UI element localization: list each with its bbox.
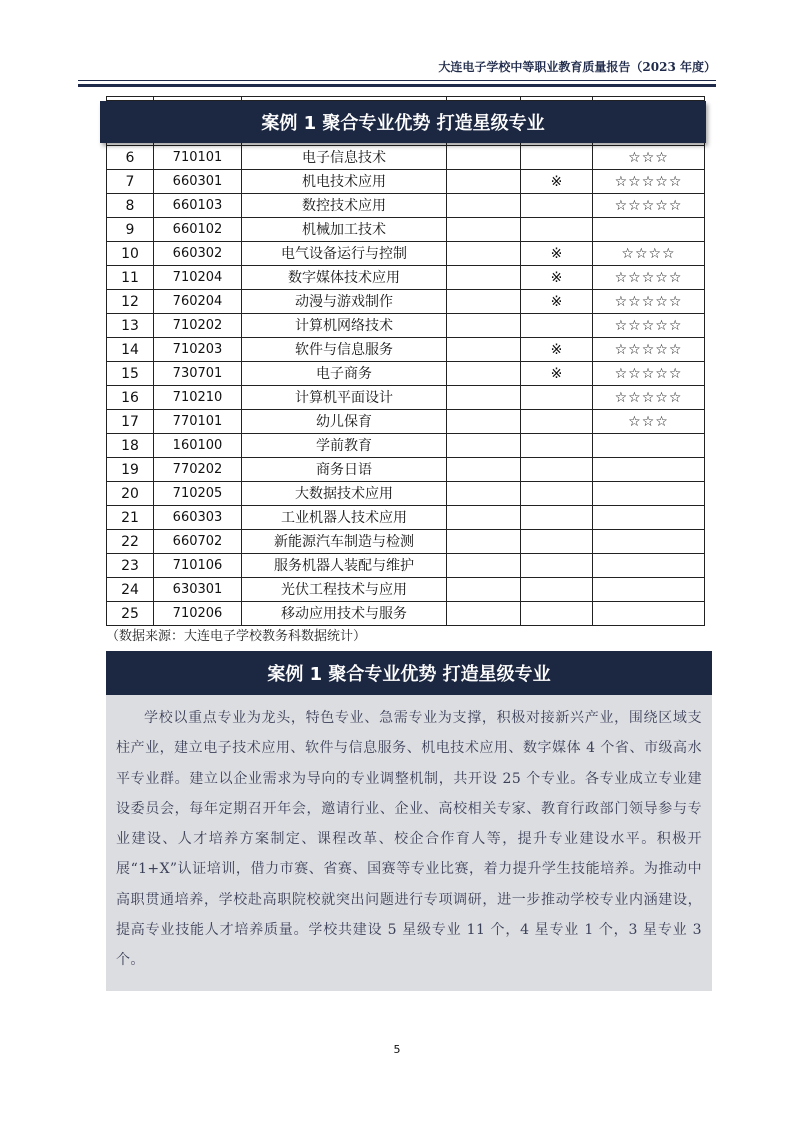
major-code: 760204 xyxy=(154,290,242,314)
major-name: 机械加工技术 xyxy=(242,218,447,242)
blank-column-cell xyxy=(447,218,521,242)
star-rating xyxy=(593,434,705,458)
major-name: 商务日语 xyxy=(242,458,447,482)
key-major-mark xyxy=(521,434,593,458)
blank-column-cell xyxy=(447,602,521,626)
row-number: 18 xyxy=(107,434,154,458)
star-rating xyxy=(593,458,705,482)
major-code: 630301 xyxy=(154,578,242,602)
blank-column-cell xyxy=(447,458,521,482)
key-major-mark: ※ xyxy=(521,290,593,314)
blank-column-cell xyxy=(447,386,521,410)
key-major-mark xyxy=(521,386,593,410)
major-name: 软件与信息服务 xyxy=(242,338,447,362)
row-number: 14 xyxy=(107,338,154,362)
key-major-mark xyxy=(521,506,593,530)
key-major-mark xyxy=(521,194,593,218)
key-major-mark xyxy=(521,146,593,170)
major-code: 660102 xyxy=(154,218,242,242)
table-row xyxy=(107,218,705,242)
star-rating xyxy=(593,506,705,530)
major-name: 数控技术应用 xyxy=(242,194,447,218)
major-name: 电气设备运行与控制 xyxy=(242,242,447,266)
major-name: 学前教育 xyxy=(242,434,447,458)
major-name: 动漫与游戏制作 xyxy=(242,290,447,314)
star-rating: ☆☆☆☆☆ xyxy=(593,170,705,194)
key-major-mark: ※ xyxy=(521,338,593,362)
row-number: 21 xyxy=(107,506,154,530)
table-row xyxy=(107,338,705,362)
blank-column-cell xyxy=(447,506,521,530)
table-row xyxy=(107,170,705,194)
star-rating: ☆☆☆☆☆ xyxy=(593,386,705,410)
major-name: 数字媒体技术应用 xyxy=(242,266,447,290)
blank-column-cell xyxy=(447,530,521,554)
major-name: 新能源汽车制造与检测 xyxy=(242,530,447,554)
row-number: 7 xyxy=(107,170,154,194)
star-rating: ☆☆☆☆ xyxy=(593,242,705,266)
table-row xyxy=(107,578,705,602)
blank-column-cell xyxy=(447,242,521,266)
major-name: 幼儿保育 xyxy=(242,410,447,434)
table-row xyxy=(107,506,705,530)
star-rating: ☆☆☆☆☆ xyxy=(593,290,705,314)
major-code: 710204 xyxy=(154,266,242,290)
star-rating: ☆☆☆☆☆ xyxy=(593,362,705,386)
major-name: 光伏工程技术与应用 xyxy=(242,578,447,602)
key-major-mark xyxy=(521,458,593,482)
row-number: 16 xyxy=(107,386,154,410)
table-row xyxy=(107,386,705,410)
row-number: 22 xyxy=(107,530,154,554)
data-source-note: （数据来源：大连电子学校教务科数据统计） xyxy=(106,629,367,644)
star-rating xyxy=(593,218,705,242)
blank-column-cell xyxy=(447,170,521,194)
major-name: 移动应用技术与服务 xyxy=(242,602,447,626)
major-code: 710203 xyxy=(154,338,242,362)
blank-column-cell xyxy=(447,290,521,314)
table-row xyxy=(107,146,705,170)
major-code: 770101 xyxy=(154,410,242,434)
blank-column-cell xyxy=(447,410,521,434)
case-study-box xyxy=(106,651,712,991)
key-major-mark: ※ xyxy=(521,242,593,266)
table-row xyxy=(107,314,705,338)
key-major-mark: ※ xyxy=(521,266,593,290)
blank-column-cell xyxy=(447,266,521,290)
row-number: 24 xyxy=(107,578,154,602)
key-major-mark xyxy=(521,314,593,338)
row-number: 20 xyxy=(107,482,154,506)
major-table xyxy=(106,96,705,626)
major-name: 电子商务 xyxy=(242,362,447,386)
table-row xyxy=(107,482,705,506)
key-major-mark xyxy=(521,530,593,554)
star-rating xyxy=(593,554,705,578)
table-row xyxy=(107,530,705,554)
star-rating: ☆☆☆☆☆ xyxy=(593,266,705,290)
major-name: 大数据技术应用 xyxy=(242,482,447,506)
table-row xyxy=(107,242,705,266)
star-rating: ☆☆☆☆☆ xyxy=(593,338,705,362)
row-number: 10 xyxy=(107,242,154,266)
row-number: 8 xyxy=(107,194,154,218)
row-number: 12 xyxy=(107,290,154,314)
star-rating: ☆☆☆ xyxy=(593,146,705,170)
major-code: 710206 xyxy=(154,602,242,626)
major-code: 160100 xyxy=(154,434,242,458)
blank-column-cell xyxy=(447,314,521,338)
header-rule-thin xyxy=(78,80,716,81)
key-major-mark xyxy=(521,482,593,506)
row-number: 9 xyxy=(107,218,154,242)
row-number: 6 xyxy=(107,146,154,170)
case-study-body: 学校以重点专业为龙头，特色专业、急需专业为支撑，积极对接新兴产业，围绕区域支柱产业，建立电子技术应用、软件与信息服务、机电技术应用、数字媒体 4 个省、市级高水平专业群。建立以企业需求为导向的专业调整机制，共开设 25 个专业。各专业成立专业建设委员会，每年定期召开年会，邀请行业、企业、高校相关专家、教育行政部门领导参与专业建设、人才培养方案制定、课程改革、校企合作育人等，提升专业建设水平。积极开展“1+X”认证培训，借力市赛、省赛、国赛等专业比赛，着力提升学生技能培养。为推动中高职贯通培养，学校赴高职院校就突出问题进行专项调研，进一步推动学校专业内涵建设，提高专业技能人才培养质量。学校共建设 5 星级专业 11 个，4 星专业 1 个，3 星专业 3 个。 xyxy=(116,710,702,969)
blank-column-cell xyxy=(447,482,521,506)
star-rating xyxy=(593,578,705,602)
key-major-mark xyxy=(521,218,593,242)
star-rating xyxy=(593,530,705,554)
table-row xyxy=(107,194,705,218)
major-name: 电子信息技术 xyxy=(242,146,447,170)
key-major-mark xyxy=(521,578,593,602)
table-row xyxy=(107,434,705,458)
table-row xyxy=(107,362,705,386)
major-code: 710210 xyxy=(154,386,242,410)
blank-column-cell xyxy=(447,362,521,386)
header-rule-thick xyxy=(78,84,716,87)
table-row xyxy=(107,290,705,314)
overlay-case-banner: 案例 1 聚合专业优势 打造星级专业 xyxy=(100,101,706,143)
blank-column-cell xyxy=(447,434,521,458)
major-name: 工业机器人技术应用 xyxy=(242,506,447,530)
report-header-title: 大连电子学校中等职业教育质量报告（2023 年度） xyxy=(438,60,716,74)
page-number: 5 xyxy=(393,1043,401,1056)
star-rating: ☆☆☆ xyxy=(593,410,705,434)
major-name: 服务机器人装配与维护 xyxy=(242,554,447,578)
major-name: 计算机网络技术 xyxy=(242,314,447,338)
blank-column-cell xyxy=(447,146,521,170)
row-number: 25 xyxy=(107,602,154,626)
major-code: 710101 xyxy=(154,146,242,170)
key-major-mark: ※ xyxy=(521,362,593,386)
case-study-title: 案例 1 聚合专业优势 打造星级专业 xyxy=(106,651,712,695)
major-code: 660302 xyxy=(154,242,242,266)
table-row xyxy=(107,602,705,626)
table-row xyxy=(107,266,705,290)
blank-column-cell xyxy=(447,338,521,362)
major-code: 660303 xyxy=(154,506,242,530)
blank-column-cell xyxy=(447,578,521,602)
row-number: 19 xyxy=(107,458,154,482)
major-code: 660103 xyxy=(154,194,242,218)
row-number: 11 xyxy=(107,266,154,290)
key-major-mark xyxy=(521,554,593,578)
major-name: 机电技术应用 xyxy=(242,170,447,194)
star-rating xyxy=(593,482,705,506)
major-code: 710205 xyxy=(154,482,242,506)
star-rating xyxy=(593,602,705,626)
major-table-wrapper xyxy=(106,96,704,626)
star-rating: ☆☆☆☆☆ xyxy=(593,194,705,218)
table-row xyxy=(107,554,705,578)
row-number: 13 xyxy=(107,314,154,338)
table-row xyxy=(107,410,705,434)
row-number: 23 xyxy=(107,554,154,578)
key-major-mark xyxy=(521,410,593,434)
blank-column-cell xyxy=(447,554,521,578)
major-code: 770202 xyxy=(154,458,242,482)
major-code: 710106 xyxy=(154,554,242,578)
key-major-mark: ※ xyxy=(521,170,593,194)
table-row xyxy=(107,458,705,482)
major-code: 660301 xyxy=(154,170,242,194)
major-code: 660702 xyxy=(154,530,242,554)
blank-column-cell xyxy=(447,194,521,218)
major-code: 730701 xyxy=(154,362,242,386)
major-code: 710202 xyxy=(154,314,242,338)
major-name: 计算机平面设计 xyxy=(242,386,447,410)
star-rating: ☆☆☆☆☆ xyxy=(593,314,705,338)
row-number: 17 xyxy=(107,410,154,434)
major-table-body xyxy=(107,97,705,626)
row-number: 15 xyxy=(107,362,154,386)
key-major-mark xyxy=(521,602,593,626)
